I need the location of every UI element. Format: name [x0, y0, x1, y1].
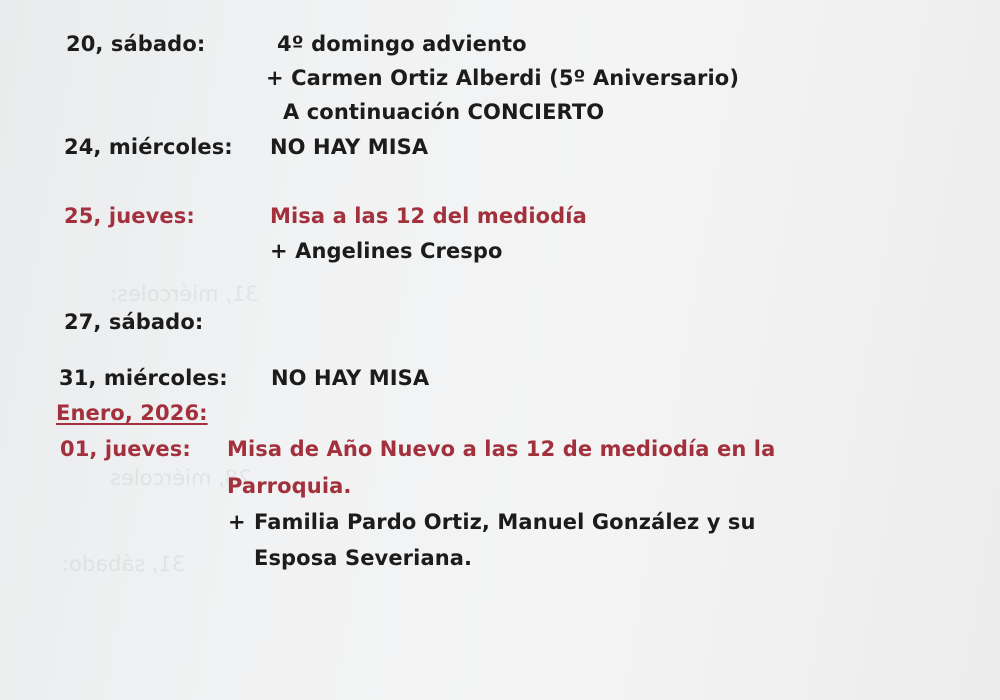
entry-date: 31, miércoles: — [59, 366, 228, 390]
entry-date: 27, sábado: — [64, 310, 204, 334]
entry-date: 24, miércoles: — [64, 135, 233, 159]
entry-line: + Angelines Crespo — [270, 239, 503, 263]
entry-line: Misa de Año Nuevo a las 12 de mediodía en la — [227, 437, 776, 461]
entry-date: 01, jueves: — [60, 437, 191, 461]
entry-line: NO HAY MISA — [270, 135, 429, 159]
entry-date: 20, sábado: — [66, 32, 206, 56]
entry-line: Parroquia. — [227, 474, 352, 498]
entry-line: 4º domingo adviento — [277, 32, 527, 56]
bleed-through-text: 31, miércoles: — [110, 282, 259, 306]
entry-line: NO HAY MISA — [271, 366, 430, 390]
entry-line: + Carmen Ortiz Alberdi (5º Aniversario) — [266, 66, 740, 90]
entry-line: Familia Pardo Ortiz, Manuel González y su — [254, 510, 756, 534]
month-header: Enero, 2026: — [56, 401, 208, 425]
entry-line: Esposa Severiana. — [254, 546, 473, 570]
bleed-through-text: 31, sábado: — [62, 552, 186, 576]
bleed-through-text: 28, miércoles — [110, 466, 252, 490]
entry-line: Misa a las 12 del mediodía — [270, 204, 587, 228]
entry-date: 25, jueves: — [64, 204, 195, 228]
entry-line: A continuación CONCIERTO — [283, 100, 605, 124]
entry-plus: + — [228, 510, 246, 534]
